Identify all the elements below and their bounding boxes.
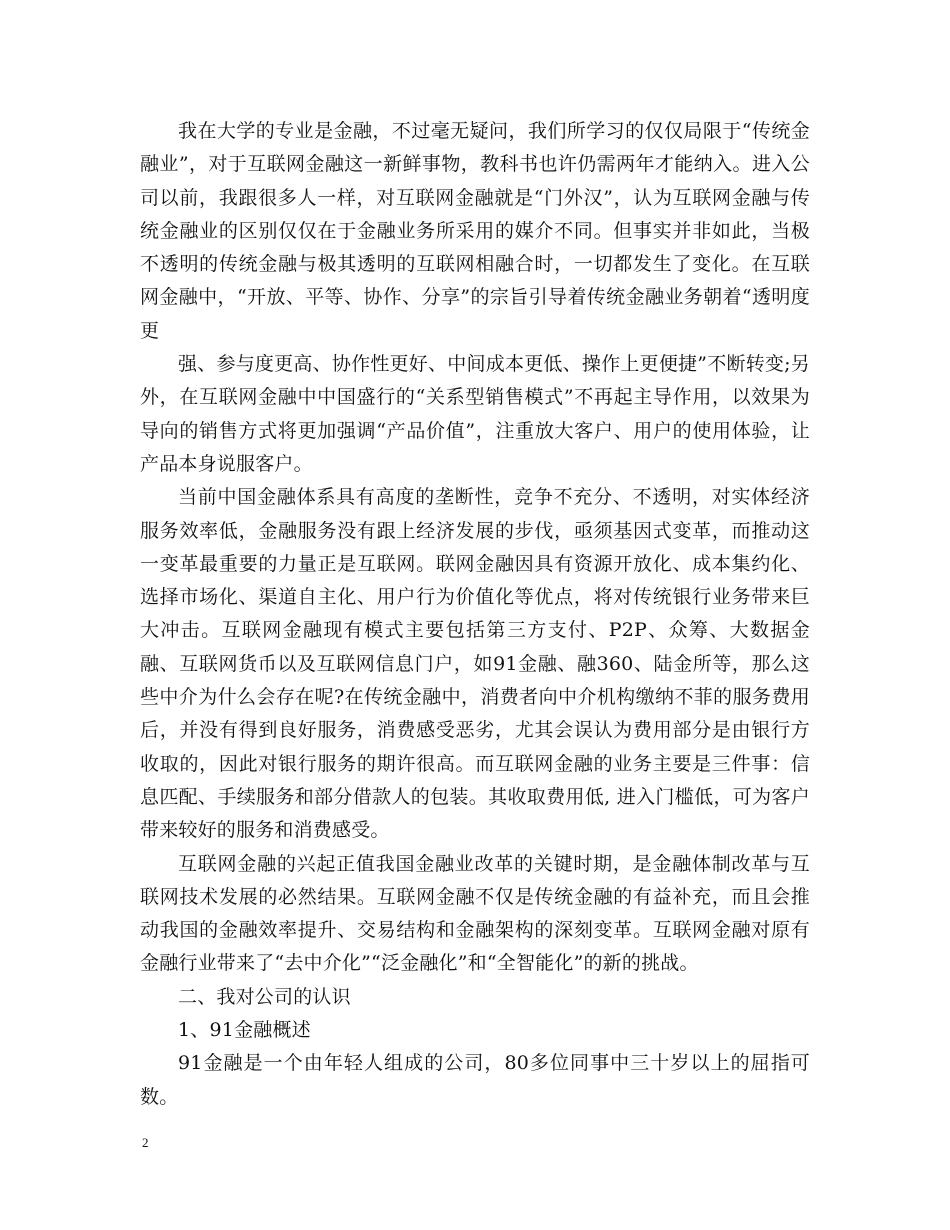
paragraph: 我在大学的专业是金融，不过毫无疑问，我们所学习的仅仅局限于“传统金融业”，对于互联网金融这一新鲜事物，教科书也许仍需两年才能纳入。进入公司以前，我跟很多人一样，对互联网金融就是“门外汉”，认为互联网金融与传统金融业的区别仅仅在于金融业务所采用的媒介不同。但事实并非如此，当极不透明的传统金融与极其透明的互联网相融合时，一切都发生了变化。在互联网金融中，“开放、平等、协作、分享”的宗旨引导着传统金融业务朝着“透明度更 <box>140 120 810 342</box>
paragraph: 强、参与度更高、协作性更好、中间成本更低、操作上更便捷”不断转变;另外，在互联网金融中中国盛行的“关系型销售模式”不再起主导作用，以效果为导向的销售方式将更加强调“产品价值”，注重放大客户、用户的使用体验，让产品本身说服客户。 <box>140 353 810 475</box>
document-body <box>140 115 810 1114</box>
paragraph: 互联网金融的兴起正值我国金融业改革的关键时期，是金融体制改革与互联网技术发展的必然结果。互联网金融不仅是传统金融的有益补充，而且会推动我国的金融效率提升、交易结构和金融架构的深刻变革。互联网金融对原有金融行业带来了“去中介化”“泛金融化”和“全智能化”的新的挑战。 <box>140 852 810 975</box>
paragraph: 91金融是一个由年轻人组成的公司，80多位同事中三十岁以上的屈指可数。 <box>140 1052 810 1108</box>
paragraph: 当前中国金融体系具有高度的垄断性，竞争不充分、不透明，对实体经济服务效率低，金融服务没有跟上经济发展的步伐，亟须基因式变革，而推动这一变革最重要的力量正是互联网。联网金融因具有资源开放化、成本集约化、选择市场化、渠道自主化、用户行为价值化等优点，将对传统银行业务带来巨大冲击。互联网金融现有模式主要包括第三方支付、P2P、众筹、大数据金融、互联网货币以及互联网信息门户，如91金融、融360、陆金所等，那么这些中介为什么会存在呢?在传统金融中，消费者向中介机构缴纳不菲的服务费用后，并没有得到良好服务，消费感受恶劣，尤其会误认为费用部分是由银行方收取的，因此对银行服务的期许很高。而互联网金融的业务主要是三件事：信息匹配、手续服务和部分借款人的包装。其收取费用低, 进入门槛低，可为客户带来较好的服务和消费感受。 <box>140 486 810 842</box>
section-heading: 二、我对公司的认识 <box>178 985 351 1008</box>
page-number: 2 <box>142 1135 149 1150</box>
subsection-heading: 1、91金融概述 <box>178 1019 311 1042</box>
